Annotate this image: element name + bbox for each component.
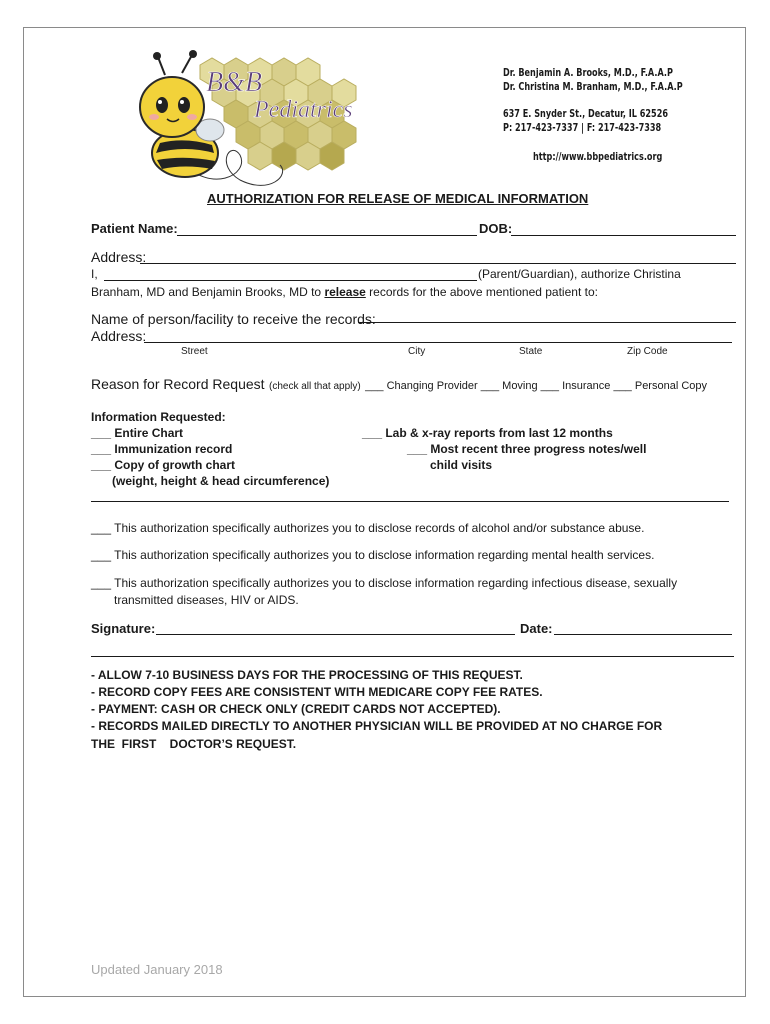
guardian-authorize-text: (Parent/Guardian), authorize Christina (478, 267, 681, 281)
note-mailed-cont: THE FIRST DOCTOR’S REQUEST. (91, 737, 297, 751)
info-immunization[interactable]: ___ Immunization record (91, 442, 233, 456)
clinic-website: http://www.bbpediatrics.org (533, 150, 663, 163)
bee-logo (120, 45, 370, 195)
reason-label: Reason for Record Request (91, 376, 265, 392)
info-other-field[interactable] (91, 501, 729, 502)
date-field[interactable] (554, 634, 732, 635)
info-heading: Information Requested: (91, 410, 226, 424)
note-payment: - PAYMENT: CASH OR CHECK ONLY (CREDIT CARDS NOT ACCEPTED). (91, 702, 501, 716)
recipient-address-field[interactable] (144, 342, 732, 343)
note-mailed: - RECORDS MAILED DIRECTLY TO ANOTHER PHYSICIAN WILL BE PROVIDED AT NO CHARGE FOR (91, 719, 663, 733)
auth-infectious-disease[interactable]: ___ This authorization specifically authorizes you to disclose information regarding infectious disease, sexually (91, 576, 678, 590)
clinic-address: 637 E. Snyder St., Decatur, IL 62526 (503, 107, 668, 120)
i-label: I, (91, 267, 98, 281)
info-growth-detail: (weight, height & head circumference) (112, 474, 330, 488)
logo-text-bb: B&B (206, 67, 262, 98)
authorize-prefix: Branham, MD and Benjamin Brooks, MD to (91, 285, 325, 299)
state-caption: State (519, 346, 543, 357)
dob-label: DOB: (479, 221, 513, 236)
auth-substance-abuse[interactable]: ___ This authorization specifically authorizes you to disclose records of alcohol and/or substance abuse. (91, 521, 645, 535)
doctor-2: Dr. Christina M. Branham, M.D., F.A.A.P (503, 80, 683, 93)
info-growth-chart[interactable]: ___ Copy of growth chart (91, 458, 236, 472)
info-progress-notes-cont: child visits (430, 458, 493, 472)
divider-line (91, 656, 734, 657)
recipient-name-label: Name of person/facility to receive the records: (91, 311, 376, 327)
authorize-suffix: records for the above mentioned patient to: (365, 285, 598, 299)
zip-caption: Zip Code (627, 346, 668, 357)
doctor-1: Dr. Benjamin A. Brooks, M.D., F.A.A.P (503, 66, 673, 79)
reason-row (91, 376, 707, 394)
auth-infectious-disease-cont: transmitted diseases, HIV or AIDS. (114, 593, 299, 607)
city-caption: City (408, 346, 426, 357)
signature-label: Signature: (91, 621, 156, 636)
patient-name-label: Patient Name: (91, 221, 178, 236)
updated-date: Updated January 2018 (91, 962, 223, 977)
date-label: Date: (520, 621, 553, 636)
reason-options[interactable]: ___ Changing Provider ___ Moving ___ Insurance ___ Personal Copy (365, 380, 708, 392)
info-progress-notes[interactable]: ___ Most recent three progress notes/well (407, 442, 647, 456)
logo-text-pediatrics: Pediatrics (254, 97, 353, 123)
signature-field[interactable] (156, 634, 515, 635)
form-title: AUTHORIZATION FOR RELEASE OF MEDICAL INFORMATION (207, 191, 589, 206)
note-fees: - RECORD COPY FEES ARE CONSISTENT WITH MEDICARE COPY FEE RATES. (91, 685, 543, 699)
authorize-line-2 (91, 285, 598, 299)
auth-mental-health[interactable]: ___ This authorization specifically authorizes you to disclose information regarding mental health services. (91, 548, 655, 562)
address-label: Address: (91, 249, 147, 265)
guardian-name-field[interactable] (104, 280, 477, 281)
dob-field[interactable] (511, 235, 736, 236)
recipient-address-label: Address: (91, 328, 147, 344)
recipient-name-field[interactable] (358, 322, 736, 323)
street-caption: Street (181, 346, 208, 357)
patient-address-field[interactable] (140, 263, 736, 264)
clinic-phone-fax: P: 217-423-7337 | F: 217-423-7338 (503, 121, 662, 134)
reason-hint: (check all that apply) (269, 381, 361, 392)
patient-name-field[interactable] (177, 235, 477, 236)
info-lab-xray[interactable]: ___ Lab & x-ray reports from last 12 months (362, 426, 613, 440)
info-entire-chart[interactable]: ___ Entire Chart (91, 426, 184, 440)
release-word: release (324, 285, 366, 299)
note-processing: - ALLOW 7-10 BUSINESS DAYS FOR THE PROCESSING OF THIS REQUEST. (91, 668, 523, 682)
